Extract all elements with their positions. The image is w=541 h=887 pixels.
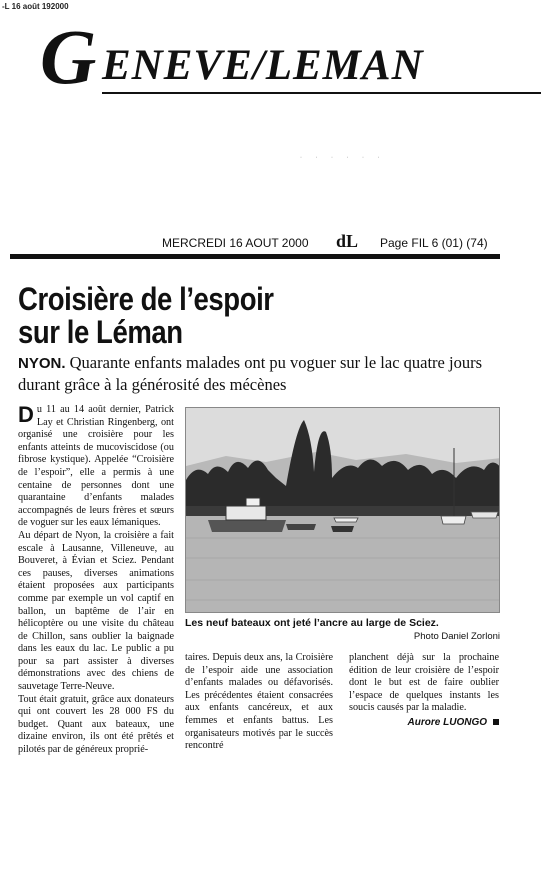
masthead-title: ENEVE/LEMAN bbox=[102, 42, 424, 89]
lake-boats-photo bbox=[186, 408, 500, 613]
paragraph-intro-text: u 11 au 14 août dernier, Patrick Lay et Christian Ringenberg, ont organisé une croisière pour les enfants atteints de mucoviscidose (ou fibrose kystique). Appelée “Croisière de l’espoir”, elle a permis à une centaine de personnes dont une quarantaine d’enfants malades accompagnés de leurs frères et sœurs de voguer sur les eaux lémaniques. bbox=[18, 404, 174, 529]
lead-text: Quarante enfants malades ont pu voguer sur le lac quatre jours durant grâce à la générosité des mécènes bbox=[18, 353, 482, 394]
masthead-rule bbox=[102, 92, 541, 94]
section-rule bbox=[10, 254, 500, 259]
author-name: Aurore LUONGO bbox=[407, 716, 487, 728]
issue-date: MERCREDI 16 AOUT 2000 bbox=[162, 236, 309, 250]
paragraph-funding: Tout était gratuit, grâce aux donateurs qui ont couvert les 28 000 FS du budget. Quant aux bateaux, une dizaine environ, ils ont été prêtés et pilotés par de généreux proprié- bbox=[18, 693, 174, 756]
column-1 bbox=[18, 404, 174, 757]
dateline bbox=[150, 233, 505, 251]
page-reference: Page FIL 6 (01) (74) bbox=[380, 236, 488, 250]
dl-logo: dL bbox=[336, 231, 359, 251]
article-photo bbox=[185, 407, 500, 613]
article-lead bbox=[18, 352, 500, 395]
lead-place: NYON. bbox=[18, 355, 66, 372]
paragraph-next-edition: planchent déjà sur la prochaine édition de leur croisière de l’espoir dont le but est de faire oublier l’espace de quelques instants les soucis causés par la maladie. bbox=[349, 652, 499, 714]
masthead-initial: G bbox=[40, 13, 97, 100]
masthead bbox=[40, 13, 520, 100]
paragraph-intro bbox=[18, 404, 174, 530]
print-specks: · · · · · · bbox=[300, 155, 386, 161]
paragraph-route: Au départ de Nyon, la croisière a fait escale à Lausanne, Villeneuve, au Bouveret, à Évian et Sciez. Pendant ces pauses, diverses animations étaient proposées aux participants comme par exemple un vol captif en ballon, un baptême de l’air en hélicoptère ou une visite du château de Chillon, sans oublier la baignade dans les eaux du lac. Le public a pu pour sa part assister à diverses démonstrations avec des chiens de sauvetage Terre-Neuve. bbox=[18, 529, 174, 693]
column-3 bbox=[349, 652, 499, 730]
column-2 bbox=[185, 652, 333, 753]
photo-credit: Photo Daniel Zorloni bbox=[413, 631, 500, 642]
photo-caption: Les neuf bateaux ont jeté l’ancre au large de Sciez. bbox=[185, 617, 439, 629]
end-mark bbox=[493, 719, 499, 725]
article-headline bbox=[18, 283, 431, 349]
archive-stamp: -L 16 août 192000 bbox=[2, 2, 69, 11]
headline-line-2: sur le Léman bbox=[18, 314, 183, 350]
headline-line-1: Croisière de l’espoir bbox=[18, 281, 274, 317]
author-line bbox=[349, 717, 499, 730]
paragraph-association: taires. Depuis deux ans, la Croisière de l’espoir aide une association d’enfants malades ou défavorisés. Les précédentes étaient consacrées aux enfants cancéreux, et aux femmes et enfants battus. Les organisateurs motivés par le succès rencontré bbox=[185, 652, 333, 752]
drop-cap: D bbox=[18, 402, 34, 427]
